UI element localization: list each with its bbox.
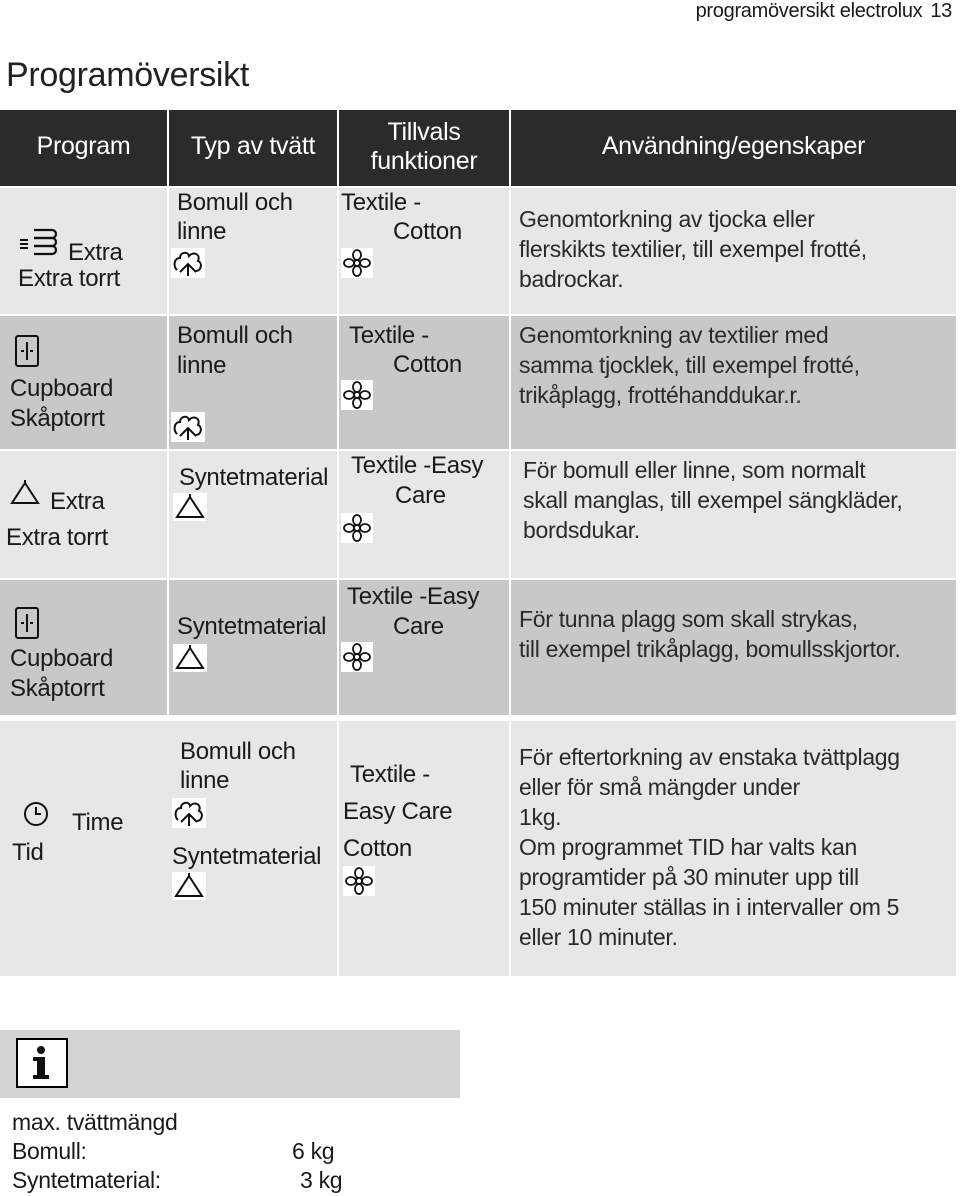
- program-sublabel: Skåptorrt: [10, 675, 105, 702]
- program-label: Cupboard: [10, 645, 114, 672]
- info-icon: [16, 1038, 68, 1088]
- flower-icon: [343, 866, 375, 896]
- usage-line: trikåplagg, frottéhanddukar.r.: [519, 382, 802, 408]
- program-sublabel: Extra torrt: [6, 524, 109, 551]
- col-header-program-label: Program: [36, 132, 131, 160]
- option-line2: Cotton: [393, 351, 462, 378]
- col-header-usage: [511, 110, 956, 186]
- table-row-synthetic-cupboard-program: [0, 580, 167, 715]
- usage-line: bordsdukar.: [523, 517, 640, 543]
- usage-line: skall manglas, till exempel sängkläder,: [523, 487, 903, 513]
- page-number: 13: [930, 0, 952, 22]
- flower-icon: [341, 380, 373, 410]
- type-line1: Syntetmaterial: [177, 613, 327, 640]
- table-row-synthetic-extra-options: [339, 451, 509, 578]
- table-row-extra-type: [169, 188, 337, 314]
- synthetic-icon: [172, 872, 206, 900]
- table-row-synthetic-cupboard-usage: [511, 580, 956, 715]
- option-line1: Textile -Easy: [351, 452, 484, 479]
- usage-line: till exempel trikåplagg, bomullsskjortor.: [519, 636, 901, 662]
- option-line1: Textile -: [350, 761, 430, 788]
- usage-line: flerskikts textilier, till exempel frotté,: [519, 236, 867, 262]
- table-row-synthetic-cupboard-type: [169, 580, 337, 715]
- usage-line: För tunna plagg som skall strykas,: [519, 606, 858, 632]
- program-sublabel: Extra torrt: [18, 265, 121, 292]
- option-line1: Textile -: [341, 189, 421, 216]
- usage-line: Genomtorkning av tjocka eller: [519, 206, 815, 232]
- clock-icon: [22, 800, 50, 828]
- option-line2: Cotton: [393, 218, 462, 245]
- usage-line: eller för små mängder under: [519, 774, 800, 800]
- type-line1: Bomull och: [180, 738, 296, 765]
- table-row-extra-usage: [511, 188, 956, 314]
- type-line1: Bomull och: [177, 189, 293, 216]
- flower-icon: [341, 642, 373, 672]
- usage-line: eller 10 minuter.: [519, 924, 678, 950]
- type-line2: linne: [177, 218, 227, 245]
- usage-line: För eftertorkning av enstaka tvättplagg: [519, 744, 900, 770]
- cotton-load-label: Bomull:: [12, 1138, 87, 1164]
- option-line1: Textile -Easy: [347, 583, 480, 610]
- type-line1: Syntetmaterial: [179, 464, 329, 491]
- usage-line: 1kg.: [519, 804, 562, 830]
- usage-line: samma tjocklek, till exempel frotté,: [519, 352, 860, 378]
- cotton-icon: [171, 412, 205, 442]
- option-line2: Easy Care: [343, 798, 453, 825]
- synthetic-load-value: 3 kg: [300, 1167, 343, 1193]
- col-header-options: [339, 110, 509, 186]
- usage-line: programtider på 30 minuter upp till: [519, 864, 859, 890]
- cotton-icon: [171, 248, 205, 278]
- synthetic-load-label: Syntetmaterial:: [12, 1167, 161, 1193]
- table-row-synthetic-extra-program: [0, 451, 167, 578]
- table-row-synthetic-extra-usage: [511, 451, 956, 578]
- usage-line: Om programmet TID har valts kan: [519, 834, 857, 860]
- usage-line: För bomull eller linne, som normalt: [523, 457, 866, 483]
- usage-line: badrockar.: [519, 266, 624, 292]
- type-line2: linne: [180, 767, 230, 794]
- program-label: Extra: [50, 488, 105, 515]
- usage-line: Genomtorkning av textilier med: [519, 322, 829, 348]
- program-label: Extra: [68, 239, 123, 266]
- col-header-type-label: Typ av tvätt: [190, 132, 316, 160]
- flower-icon: [341, 248, 373, 278]
- cotton-icon: [172, 798, 206, 828]
- table-row-time-usage: [519, 742, 900, 952]
- table-row-cupboard-options: [339, 316, 509, 449]
- type-line1: Bomull och: [177, 322, 293, 349]
- info-bar: [0, 1030, 460, 1098]
- table-row-cupboard-type: [169, 316, 337, 449]
- running-header: [696, 0, 952, 23]
- usage-line: 150 minuter ställas in i intervaller om 5: [519, 894, 900, 920]
- extra-dry-icon: [18, 224, 58, 260]
- page-title: Programöversikt: [6, 56, 250, 94]
- type-line3: Syntetmaterial: [172, 843, 322, 870]
- program-sublabel: Tid: [12, 839, 44, 866]
- table-row-synthetic-cupboard-options: [339, 580, 509, 715]
- running-header-text: programöversikt electrolux: [695, 0, 923, 22]
- option-line2: Care: [395, 482, 446, 509]
- option-line1: Textile -: [349, 322, 429, 349]
- table-row-extra-options: [339, 188, 509, 314]
- max-load-title: max. tvättmängd: [12, 1109, 178, 1135]
- cotton-load-value: 6 kg: [292, 1138, 335, 1164]
- col-header-usage-label: Användning/egenskaper: [601, 132, 866, 160]
- cupboard-icon: [14, 334, 40, 368]
- table-row-cupboard-usage: [511, 316, 956, 449]
- program-label: Cupboard: [10, 375, 114, 402]
- option-line2: Care: [393, 613, 444, 640]
- cupboard-icon: [14, 606, 40, 640]
- table-row-cupboard-program: [0, 316, 167, 449]
- table-row-extra-program: [0, 188, 167, 314]
- synthetic-icon: [173, 644, 207, 672]
- col-header-options-line1: Tillvals: [387, 118, 461, 146]
- synthetic-icon: [8, 479, 42, 507]
- synthetic-icon: [173, 493, 207, 521]
- type-line2: linne: [177, 352, 227, 379]
- col-header-type: [169, 110, 337, 186]
- table-row-synthetic-extra-type: [169, 451, 337, 578]
- option-line3: Cotton: [343, 835, 412, 862]
- program-sublabel: Skåptorrt: [10, 405, 105, 432]
- col-header-program: [0, 110, 167, 186]
- col-header-options-line2: funktioner: [370, 147, 478, 175]
- flower-icon: [341, 513, 373, 543]
- program-label: Time: [72, 809, 124, 836]
